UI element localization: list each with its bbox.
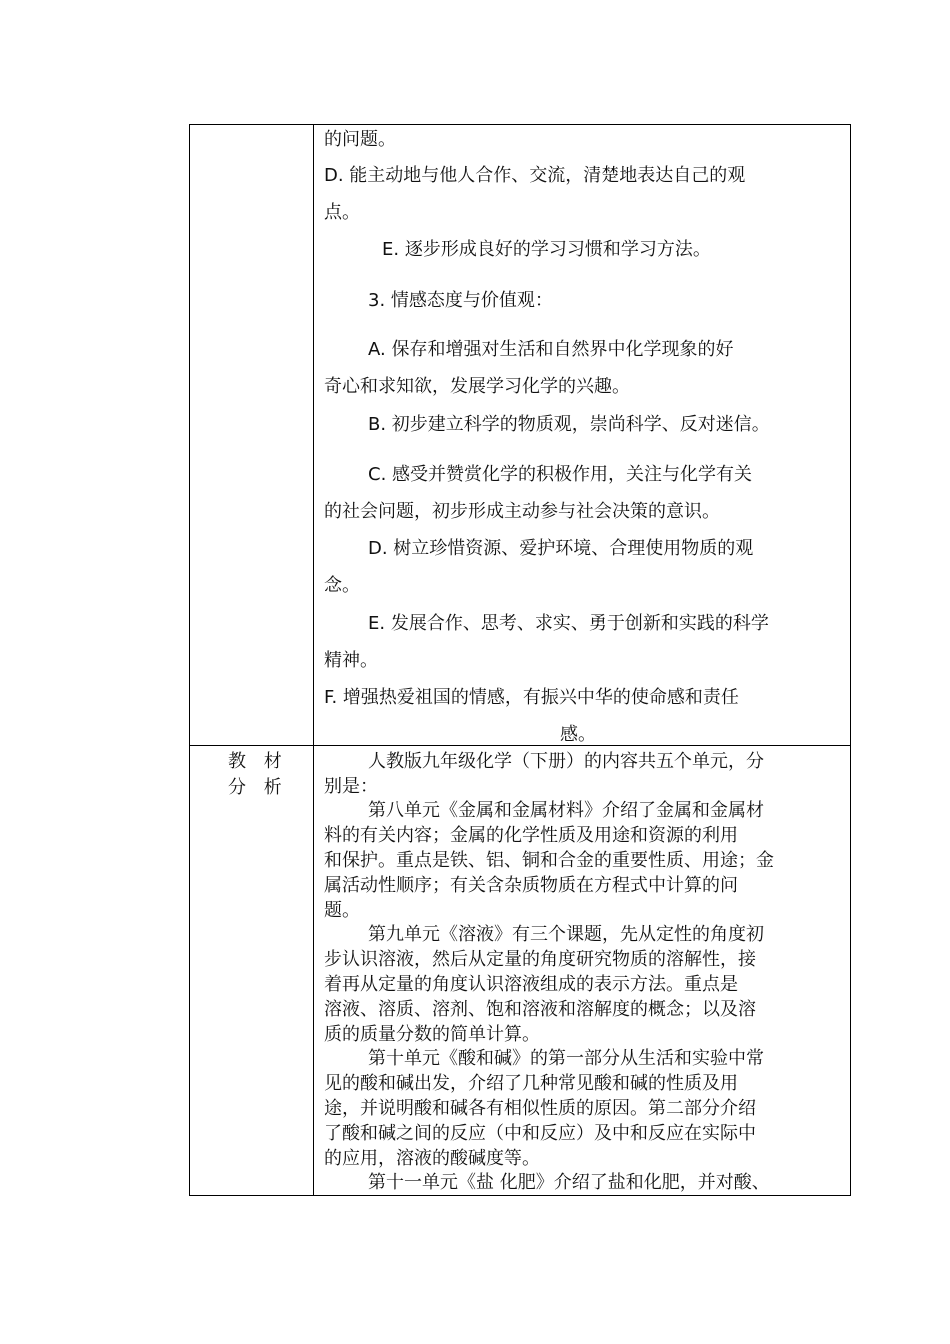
- text-line: A. 保存和增强对生活和自然界中化学现象的好: [368, 339, 734, 360]
- text-line: 精神。: [324, 650, 378, 671]
- text-line: 的问题。: [324, 129, 396, 150]
- text-line: 溶液、溶质、溶剂、饱和溶液和溶解度的概念；以及溶: [324, 999, 756, 1020]
- text-line: 见的酸和碱出发，介绍了几种常见酸和碱的性质及用: [324, 1073, 738, 1094]
- text-line: C. 感受并赞赏化学的积极作用，关注与化学有关: [368, 464, 753, 485]
- column-divider: [313, 125, 314, 1195]
- text-line: 第九单元《溶液》有三个课题，先从定性的角度初: [368, 924, 764, 945]
- text-line: 的社会问题，初步形成主动参与社会决策的意识。: [324, 501, 720, 522]
- text-line: 第八单元《金属和金属材料》介绍了金属和金属材: [368, 800, 764, 821]
- text-line: 人教版九年级化学（下册）的内容共五个单元，分: [368, 751, 764, 772]
- text-line: F. 增强热爱祖国的情感，有振兴中华的使命感和责任: [324, 687, 739, 708]
- text-line: 途，并说明酸和碱各有相似性质的原因。第二部分介绍: [324, 1098, 756, 1119]
- text-line: 点。: [324, 202, 360, 223]
- text-line: 步认识溶液，然后从定量的角度研究物质的溶解性，接: [324, 949, 756, 970]
- text-line: 3. 情感态度与价值观：: [368, 290, 553, 311]
- text-line: 第十单元《酸和碱》的第一部分从生活和实验中常: [368, 1048, 764, 1069]
- text-line: 属活动性顺序；有关含杂质物质在方程式中计算的问: [324, 875, 738, 896]
- text-line: B. 初步建立科学的物质观，崇尚科学、反对迷信。: [368, 414, 770, 435]
- text-line: 题。: [324, 900, 360, 921]
- text-line: 和保护。重点是铁、铝、铜和合金的重要性质、用途；金: [324, 850, 774, 871]
- text-line: 别是：: [324, 776, 378, 797]
- text-line: E. 逐步形成良好的学习习惯和学习方法。: [382, 239, 711, 260]
- text-line: 的应用，溶液的酸碱度等。: [324, 1148, 540, 1169]
- text-line: D. 能主动地与他人合作、交流，清楚地表达自己的观: [324, 165, 746, 186]
- text-line: 感。: [560, 724, 596, 745]
- text-line: E. 发展合作、思考、求实、勇于创新和实践的科学: [368, 613, 769, 634]
- text-line: 第十一单元《盐 化肥》介绍了盐和化肥，并对酸、: [368, 1172, 770, 1193]
- content-table: [189, 124, 851, 1196]
- text-line: 奇心和求知欲，发展学习化学的兴趣。: [324, 376, 630, 397]
- text-line: 料的有关内容；金属的化学性质及用途和资源的利用: [324, 825, 738, 846]
- row-label: 分 析: [228, 777, 288, 798]
- row-label: 教 材: [228, 751, 288, 772]
- text-line: 着再从定量的角度认识溶液组成的表示方法。重点是: [324, 974, 738, 995]
- text-line: 念。: [324, 575, 360, 596]
- text-line: 质的质量分数的简单计算。: [324, 1024, 540, 1045]
- text-line: 了酸和碱之间的反应（中和反应）及中和反应在实际中: [324, 1123, 756, 1144]
- text-line: D. 树立珍惜资源、爱护环境、合理使用物质的观: [368, 538, 754, 559]
- row-divider: [190, 745, 850, 746]
